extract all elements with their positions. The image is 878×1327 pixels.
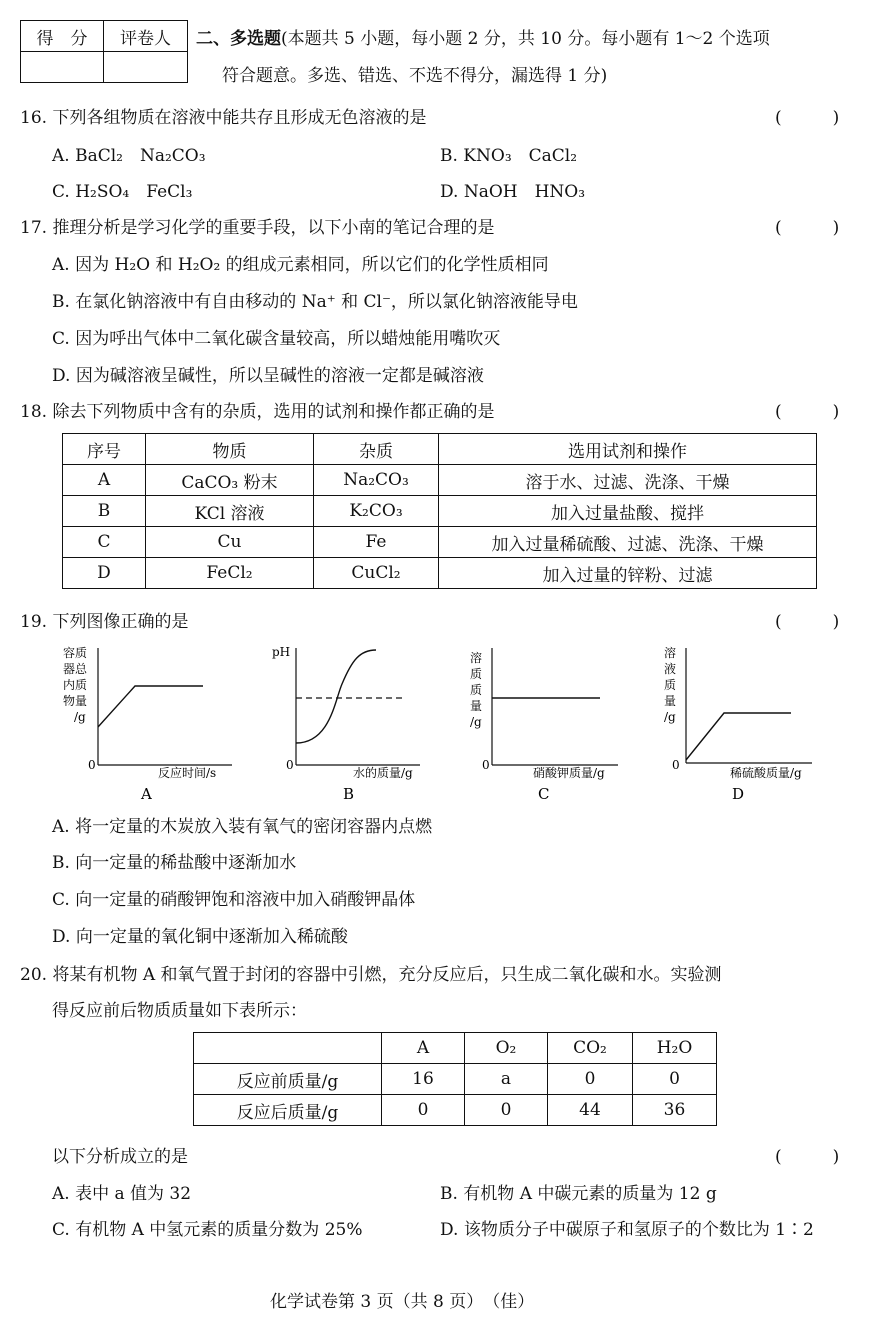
- graph-b-curve: [296, 650, 376, 743]
- q20-option-a: A. 表中 a 值为 32: [52, 1184, 192, 1204]
- grader-cell[interactable]: [104, 52, 188, 83]
- graph-c-xlabel: 硝酸钾质量/g: [533, 766, 605, 780]
- page-footer: 化学试卷第 3 页（共 8 页） （佳）: [270, 1292, 535, 1312]
- table-cell: 反应后质量/g: [194, 1095, 382, 1126]
- q19-graphs: [0, 640, 878, 820]
- graph-c-ylabel-1: 溶: [470, 651, 483, 665]
- table-cell: Cu: [146, 527, 314, 558]
- graph-a-ylabel-5: /g: [74, 710, 86, 724]
- table-header: O₂: [465, 1033, 548, 1064]
- graph-d-ylabel-2: 液: [664, 662, 677, 676]
- q20-option-c: C. 有机物 A 中氢元素的质量分数为 25%: [52, 1220, 363, 1240]
- table-cell: 0: [548, 1064, 633, 1095]
- graph-d-curve: [686, 713, 791, 760]
- section-heading: [196, 24, 770, 49]
- graph-d-letter: D: [732, 785, 745, 803]
- table-row: [63, 558, 817, 589]
- table-row: [63, 496, 817, 527]
- table-header: H₂O: [633, 1033, 717, 1064]
- table-header: 物质: [146, 434, 314, 465]
- q18-stem: 18. 除去下列物质中含有的杂质，选用的试剂和操作都正确的是: [20, 402, 495, 422]
- graph-b-origin: 0: [286, 758, 294, 772]
- graph-a: [63, 645, 232, 803]
- q17-answer-bracket[interactable]: ( ): [775, 218, 840, 238]
- table-header: 选用试剂和操作: [439, 434, 817, 465]
- q18-table: [62, 433, 817, 589]
- graph-c-ylabel-5: /g: [470, 715, 482, 729]
- graph-a-ylabel-4: 物量: [63, 694, 88, 708]
- graph-d-xlabel: 稀硫酸质量/g: [730, 766, 802, 780]
- graph-b-letter: B: [343, 785, 355, 803]
- table-header: [194, 1033, 382, 1064]
- table-cell: 0: [633, 1064, 717, 1095]
- q16-stem: 16. 下列各组物质在溶液中能共存且形成无色溶液的是: [20, 108, 427, 128]
- section-desc-1: (本题共 5 小题，每小题 2 分，共 10 分。每小题有 1～2 个选项: [281, 29, 770, 49]
- q19-option-d: D. 向一定量的氧化铜中逐渐加入稀硫酸: [52, 927, 348, 947]
- section-title: 二、多选题: [196, 29, 281, 49]
- q18-answer-bracket[interactable]: ( ): [775, 402, 840, 422]
- table-cell: 44: [548, 1095, 633, 1126]
- q20-option-d: D. 该物质分子中碳原子和氢原子的个数比为 1∶2: [440, 1220, 814, 1240]
- table-cell: 0: [465, 1095, 548, 1126]
- table-header: CO₂: [548, 1033, 633, 1064]
- table-header-row: [194, 1033, 717, 1064]
- q20-table: [193, 1032, 717, 1126]
- table-cell: K₂CO₃: [314, 496, 439, 527]
- graph-d-ylabel-3: 质: [664, 678, 677, 692]
- q17-option-c: C. 因为呼出气体中二氧化碳含量较高，所以蜡烛能用嘴吹灭: [52, 329, 501, 349]
- table-cell: 加入过量稀硫酸、过滤、洗涤、干燥: [439, 527, 817, 558]
- graph-c-ylabel-4: 量: [470, 699, 483, 713]
- table-row: [194, 1064, 717, 1095]
- graph-a-ylabel-2: 器总: [63, 662, 88, 676]
- grader-header: 评卷人: [104, 21, 188, 52]
- table-cell: C: [63, 527, 146, 558]
- q19-stem: 19. 下列图像正确的是: [20, 612, 189, 632]
- table-cell: 16: [382, 1064, 465, 1095]
- q20-option-b: B. 有机物 A 中碳元素的质量为 12 g: [440, 1184, 717, 1204]
- table-cell: CuCl₂: [314, 558, 439, 589]
- q16-option-b: B. KNO₃ CaCl₂: [440, 146, 578, 166]
- q17-option-a: A. 因为 H₂O 和 H₂O₂ 的组成元素相同，所以它们的化学性质相同: [52, 255, 549, 275]
- graph-a-ylabel-1: 容质: [63, 646, 88, 660]
- table-header: 杂质: [314, 434, 439, 465]
- q16-option-c: C. H₂SO₄ FeCl₃: [52, 182, 193, 202]
- q20-stem-1: 20. 将某有机物 A 和氧气置于封闭的容器中引燃，充分反应后，只生成二氧化碳和水。实验测: [20, 965, 722, 985]
- graph-b-ylabel: pH: [272, 645, 291, 659]
- table-cell: Fe: [314, 527, 439, 558]
- table-cell: 0: [382, 1095, 465, 1126]
- q19-option-a: A. 将一定量的木炭放入装有氧气的密闭容器内点燃: [52, 817, 433, 837]
- table-cell: 溶于水、过滤、洗涤、干燥: [439, 465, 817, 496]
- q20-stem-2: 得反应前后物质质量如下表所示：: [52, 1001, 307, 1021]
- score-header: 得 分: [21, 21, 104, 52]
- score-box: [20, 20, 188, 83]
- q19-option-b: B. 向一定量的稀盐酸中逐渐加水: [52, 853, 297, 873]
- table-row: [63, 527, 817, 558]
- table-cell: 加入过量的锌粉、过滤: [439, 558, 817, 589]
- q20-answer-bracket[interactable]: ( ): [775, 1147, 840, 1167]
- q19-answer-bracket[interactable]: ( ): [775, 612, 840, 632]
- table-header: 序号: [63, 434, 146, 465]
- table-header: A: [382, 1033, 465, 1064]
- table-cell: A: [63, 465, 146, 496]
- graph-c-ylabel-3: 质: [470, 683, 483, 697]
- graph-a-ylabel-3: 内质: [63, 678, 88, 692]
- table-row: [194, 1095, 717, 1126]
- table-cell: Na₂CO₃: [314, 465, 439, 496]
- q17-option-b: B. 在氯化钠溶液中有自由移动的 Na⁺ 和 Cl⁻，所以氯化钠溶液能导电: [52, 292, 578, 312]
- q17-option-d: D. 因为碱溶液呈碱性，所以呈碱性的溶液一定都是碱溶液: [52, 366, 484, 386]
- q20-sub-stem: 以下分析成立的是: [52, 1147, 188, 1167]
- table-cell: 36: [633, 1095, 717, 1126]
- table-cell: B: [63, 496, 146, 527]
- q16-option-a: A. BaCl₂ Na₂CO₃: [52, 146, 206, 166]
- table-cell: CaCO₃ 粉末: [146, 465, 314, 496]
- graph-c-letter: C: [538, 785, 550, 803]
- graph-c-origin: 0: [482, 758, 490, 772]
- section-desc-2: 符合题意。多选、错选、不选不得分，漏选得 1 分): [222, 66, 608, 86]
- graph-d: [664, 645, 812, 803]
- q17-stem: 17. 推理分析是学习化学的重要手段，以下小南的笔记合理的是: [20, 218, 495, 238]
- graph-b: [272, 645, 420, 803]
- graph-c: [470, 648, 618, 803]
- table-header-row: [63, 434, 817, 465]
- graph-c-ylabel-2: 质: [470, 667, 483, 681]
- graph-d-origin: 0: [672, 758, 680, 772]
- q16-option-d: D. NaOH HNO₃: [440, 182, 586, 202]
- table-cell: FeCl₂: [146, 558, 314, 589]
- graph-a-xlabel: 反应时间/s: [158, 766, 217, 780]
- graph-a-letter: A: [141, 785, 152, 803]
- table-row: [63, 465, 817, 496]
- table-cell: 加入过量盐酸、搅拌: [439, 496, 817, 527]
- graph-d-ylabel-4: 量: [664, 694, 677, 708]
- table-cell: KCl 溶液: [146, 496, 314, 527]
- table-cell: D: [63, 558, 146, 589]
- q16-answer-bracket[interactable]: ( ): [775, 108, 840, 128]
- table-cell: 反应前质量/g: [194, 1064, 382, 1095]
- q19-option-c: C. 向一定量的硝酸钾饱和溶液中加入硝酸钾晶体: [52, 890, 416, 910]
- graph-d-ylabel-1: 溶: [664, 646, 677, 660]
- score-cell[interactable]: [21, 52, 104, 83]
- graph-a-curve: [98, 686, 203, 727]
- graph-a-origin: 0: [88, 758, 96, 772]
- graph-d-ylabel-5: /g: [664, 710, 676, 724]
- table-cell: a: [465, 1064, 548, 1095]
- graph-b-xlabel: 水的质量/g: [353, 766, 413, 780]
